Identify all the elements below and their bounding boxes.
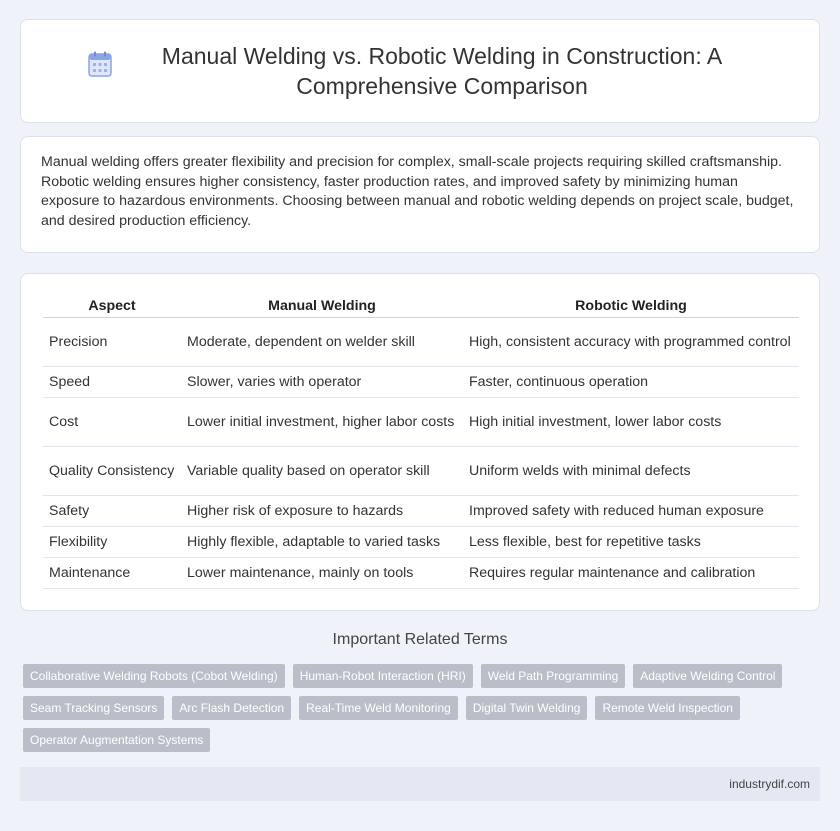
header-card bbox=[20, 19, 820, 123]
column-header-manual: Manual Welding bbox=[181, 292, 463, 318]
tag-weld-path-programming[interactable]: Weld Path Programming bbox=[481, 664, 626, 688]
table-row bbox=[43, 367, 799, 398]
table-row bbox=[43, 527, 799, 558]
table-cell-manual: Higher risk of exposure to hazards bbox=[181, 496, 463, 527]
table-cell-aspect: Quality Consistency bbox=[43, 447, 181, 496]
table-cell-manual: Highly flexible, adaptable to varied tasks bbox=[181, 527, 463, 558]
table-cell-aspect: Flexibility bbox=[43, 527, 181, 558]
column-header-robotic: Robotic Welding bbox=[463, 292, 799, 318]
table-cell-robotic: High, consistent accuracy with programmed control bbox=[463, 318, 799, 367]
tag-adaptive-welding-control[interactable]: Adaptive Welding Control bbox=[633, 664, 782, 688]
table-cell-aspect: Precision bbox=[43, 318, 181, 367]
table-cell-robotic: Uniform welds with minimal defects bbox=[463, 447, 799, 496]
table-cell-aspect: Speed bbox=[43, 367, 181, 398]
tag-seam-tracking-sensors[interactable]: Seam Tracking Sensors bbox=[23, 696, 164, 720]
table-row bbox=[43, 558, 799, 589]
table-cell-robotic: Improved safety with reduced human exposure bbox=[463, 496, 799, 527]
table-cell-robotic: Faster, continuous operation bbox=[463, 367, 799, 398]
table-cell-aspect: Cost bbox=[43, 398, 181, 447]
page-title: Manual Welding vs. Robotic Welding in Construction: A Comprehensive Comparison bbox=[161, 43, 723, 99]
intro-paragraph: Manual welding offers greater flexibility and precision for complex, small-scale projects requiring skilled craftsmanship. Robotic welding ensures higher consistency, faster production rates, and improved safety by minimizing human exposure to hazardous environments. Choosing between manual and robotic welding depends on project scale, budget, and desired production efficiency. bbox=[41, 154, 794, 229]
table-cell-manual: Variable quality based on operator skill bbox=[181, 447, 463, 496]
table-row bbox=[43, 447, 799, 496]
table-row bbox=[43, 398, 799, 447]
calendar-icon bbox=[88, 51, 112, 77]
comparison-table bbox=[43, 292, 799, 589]
table-header-row bbox=[43, 292, 799, 318]
intro-card bbox=[20, 136, 820, 253]
table-cell-manual: Slower, varies with operator bbox=[181, 367, 463, 398]
related-terms-heading: Important Related Terms bbox=[332, 631, 508, 648]
tag-cobot-welding[interactable]: Collaborative Welding Robots (Cobot Welding) bbox=[23, 664, 285, 688]
table-cell-robotic: High initial investment, lower labor costs bbox=[463, 398, 799, 447]
tag-digital-twin-welding[interactable]: Digital Twin Welding bbox=[466, 696, 588, 720]
table-cell-robotic: Requires regular maintenance and calibration bbox=[463, 558, 799, 589]
tag-operator-augmentation-systems[interactable]: Operator Augmentation Systems bbox=[23, 728, 210, 752]
tag-hri[interactable]: Human-Robot Interaction (HRI) bbox=[293, 664, 473, 688]
column-header-aspect: Aspect bbox=[43, 292, 181, 318]
comparison-table-card bbox=[20, 273, 820, 611]
table-cell-manual: Lower initial investment, higher labor costs bbox=[181, 398, 463, 447]
table-cell-manual: Lower maintenance, mainly on tools bbox=[181, 558, 463, 589]
table-row bbox=[43, 318, 799, 367]
footer bbox=[20, 767, 820, 801]
table-cell-aspect: Maintenance bbox=[43, 558, 181, 589]
tag-arc-flash-detection[interactable]: Arc Flash Detection bbox=[172, 696, 291, 720]
table-cell-aspect: Safety bbox=[43, 496, 181, 527]
tag-remote-weld-inspection[interactable]: Remote Weld Inspection bbox=[595, 696, 740, 720]
table-row bbox=[43, 496, 799, 527]
table-cell-manual: Moderate, dependent on welder skill bbox=[181, 318, 463, 367]
footer-site-link[interactable]: industrydif.com bbox=[729, 777, 810, 791]
tag-real-time-weld-monitoring[interactable]: Real-Time Weld Monitoring bbox=[299, 696, 458, 720]
related-terms-tags bbox=[23, 664, 813, 752]
table-cell-robotic: Less flexible, best for repetitive tasks bbox=[463, 527, 799, 558]
